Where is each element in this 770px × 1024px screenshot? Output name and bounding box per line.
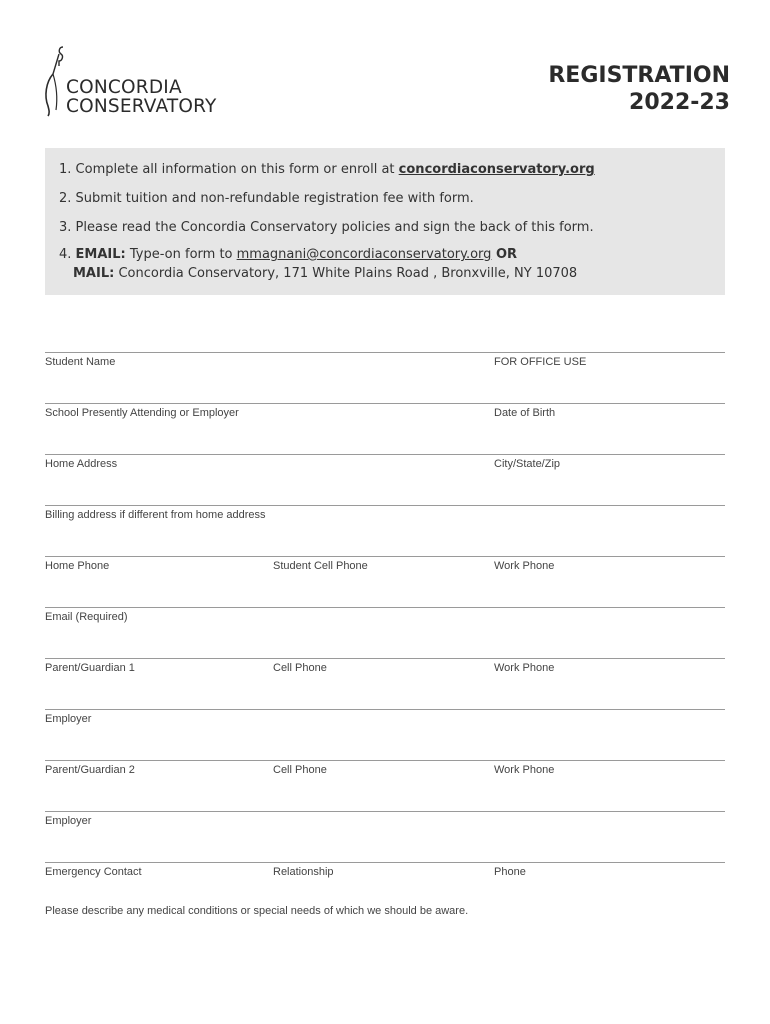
instruction-1: [59, 162, 595, 177]
concordia-logo: [40, 44, 260, 119]
parent-2-label: Parent/Guardian 2: [45, 764, 135, 776]
row-student-name[interactable]: [45, 352, 725, 396]
or-label: OR: [491, 247, 518, 262]
row-home-address[interactable]: [45, 454, 725, 498]
mail-label: MAIL:: [73, 266, 115, 281]
instruction-2: 2. Submit tuition and non-refundable registration fee with form.: [59, 191, 474, 206]
employer-1-label: Employer: [45, 713, 92, 725]
city-state-zip-label: City/State/Zip: [494, 458, 561, 470]
medical-notice: Please describe any medical conditions or special needs of which we should be aware.: [45, 905, 469, 917]
parent-1-cell-label: Cell Phone: [273, 662, 327, 674]
row-email[interactable]: [45, 607, 725, 651]
row-emergency-contact[interactable]: [45, 862, 725, 906]
logo-wordmark: [66, 78, 217, 116]
page-title: [548, 62, 730, 116]
instructions-box: [45, 148, 725, 295]
work-phone-label: Work Phone: [494, 560, 555, 572]
row-parent-1[interactable]: [45, 658, 725, 702]
emergency-contact-label: Emergency Contact: [45, 866, 142, 878]
email-label: EMAIL:: [75, 247, 126, 262]
email-label-field: Email (Required): [45, 611, 128, 623]
parent-2-work-label: Work Phone: [494, 764, 555, 776]
instruction-4-email: [59, 247, 517, 262]
relationship-label: Relationship: [273, 866, 334, 878]
office-use-label: FOR OFFICE USE: [494, 356, 587, 368]
row-employer-1[interactable]: [45, 709, 725, 753]
mail-address-text: Concordia Conservatory, 171 White Plains Road , Bronxville, NY 10708: [114, 266, 578, 281]
employer-2-label: Employer: [45, 815, 92, 827]
logo-line-2: CONSERVATORY: [66, 96, 217, 117]
billing-address-label: Billing address if different from home address: [45, 509, 266, 521]
logo-line-1: CONCORDIA: [66, 77, 182, 98]
instruction-4-mail: [73, 266, 577, 281]
row-phones[interactable]: [45, 556, 725, 600]
home-address-label: Home Address: [45, 458, 118, 470]
instruction-1-text: 1. Complete all information on this form or enroll at: [59, 162, 399, 177]
student-cell-label: Student Cell Phone: [273, 560, 368, 572]
phone-label: Phone: [494, 866, 526, 878]
website-link[interactable]: concordiaconservatory.org: [398, 162, 595, 177]
row-school[interactable]: [45, 403, 725, 447]
email-address-link[interactable]: mmagnani@concordiaconservatory.org: [236, 247, 492, 262]
school-label: School Presently Attending or Employer: [45, 407, 239, 419]
parent-2-cell-label: Cell Phone: [273, 764, 327, 776]
row-employer-2[interactable]: [45, 811, 725, 855]
instruction-4-number: 4.: [59, 247, 76, 262]
dob-label: Date of Birth: [494, 407, 556, 419]
email-instruction-text: Type-on form to: [125, 247, 237, 262]
instruction-3: 3. Please read the Concordia Conservatory policies and sign the back of this form.: [59, 220, 594, 235]
title-line-2: 2022-23: [629, 90, 730, 115]
student-name-label: Student Name: [45, 356, 116, 368]
parent-1-label: Parent/Guardian 1: [45, 662, 135, 674]
row-parent-2[interactable]: [45, 760, 725, 804]
title-line-1: REGISTRATION: [548, 63, 730, 88]
parent-1-work-label: Work Phone: [494, 662, 555, 674]
home-phone-label: Home Phone: [45, 560, 110, 572]
row-billing-address[interactable]: [45, 505, 725, 549]
